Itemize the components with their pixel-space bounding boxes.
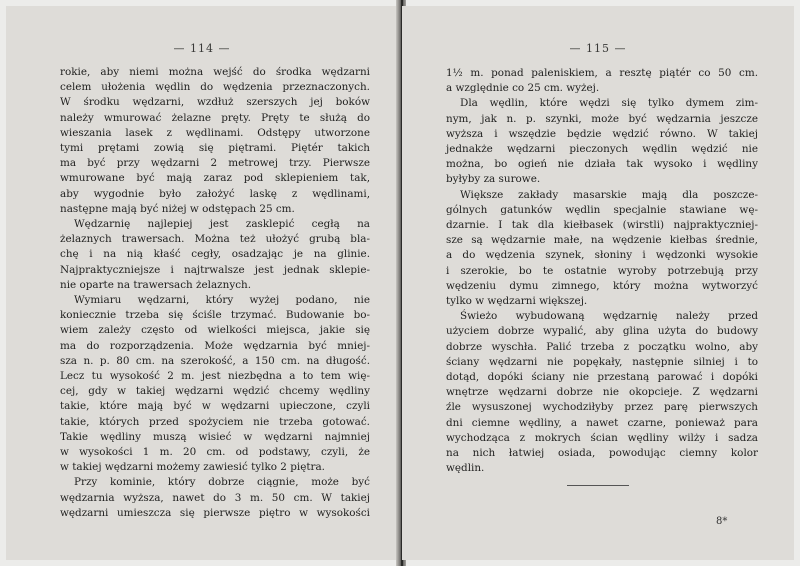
text-line: jednakże wędzarni pieczonych wędlin wędzić nie	[446, 143, 758, 156]
text-line: a do wędzenia szynek, słoniny i wędzonki wysokie	[446, 249, 758, 262]
text-line: 1½ m. ponad paleniskiem, a resztę piątér co 50 cm.	[446, 67, 758, 79]
text-line: użyciem dobrze wypalić, aby glina użyta do budowy	[446, 325, 758, 338]
text-line: Najpraktyczniejsze i najtrwalsze jest jednak sklepie-	[60, 263, 370, 276]
text-line: takie, które mają być w wędzarni upieczone, czyli	[60, 400, 370, 413]
text-line: wnętrze wędzarni dobrze nie okopcieje. Z wędzarni	[446, 386, 758, 399]
text-line: nie oparte na trawersach żelaznych.	[60, 278, 252, 291]
text-line: w takiej wędzarni możemy zawiesić tylko 2 piętra.	[60, 461, 325, 474]
text-line: na nich łatwiej osiada, powodując ciemny kolor	[446, 447, 758, 460]
text-line: byłyby za surowe.	[446, 173, 541, 186]
text-line: Lecz tu wysokość 2 m. jest niezbędna a to tem wię-	[60, 370, 370, 383]
text-line: w wysokości 1 m. 20 cm. od podstawy, czyli, że	[60, 446, 370, 459]
text-line: Takie wędliny muszą wisieć w wędzarni najmniej	[60, 430, 370, 443]
text-line: wędzeniu dymu zimnego, który można wytworzyć	[446, 279, 758, 292]
text-line: można, bo ogień nie działa tak wysoko i wędliny	[446, 158, 758, 171]
text-line: ma do rozporządzenia. Może wędzarnia być mniej-	[60, 339, 370, 352]
text-line: a względnie co 25 cm. wyżej.	[446, 82, 600, 95]
text-line: wędzarni umieszcza się pierwsze piętro w wysokości	[60, 506, 370, 519]
text-line: należy wmurować żelazne pręty. Pręty te służą do	[60, 111, 370, 124]
left-page	[6, 6, 398, 560]
text-line: dzarnie. I tak dla kiełbasek (wirstli) najpraktyczniej-	[446, 219, 758, 232]
text-line: sza n. p. 80 cm. na szerokość, a 150 cm. na długość.	[60, 354, 370, 367]
text-line: tymi prętami zowią się piętrami. Piętér takich	[60, 142, 370, 155]
text-line: cej, gdy w takiej wędzarni wędzić chcemy wędliny	[60, 385, 370, 398]
right-page-header: — 115 —	[569, 42, 627, 55]
text-line: Większe zakłady masarskie mają dla poszcze-	[460, 188, 758, 201]
text-line: Dla wędlin, które wędzi się tylko dymem zim-	[460, 97, 758, 110]
text-line: W środku wędzarni, wzdłuż szerszych jej boków	[60, 96, 370, 109]
text-line: wmurowane być mają zaraz pod sklepieniem tak,	[60, 172, 370, 185]
text-line: wędzarnia wyższa, nawet do 3 m. 50 cm. W takiej	[60, 491, 370, 504]
text-line: takie, których przed spożyciem nie trzeba gotować.	[60, 415, 370, 428]
text-line: chę i na nią kłaść cegły, osadzając je na glinie.	[60, 248, 370, 261]
text-line: aby wygodnie było założyć laskę z wędlinami,	[60, 187, 370, 200]
signature-mark: 8*	[716, 516, 728, 527]
text-line: dotąd, dopóki ściany nie przestaną parować i dopóki	[446, 371, 758, 384]
end-rule	[567, 485, 629, 486]
text-line: Świeżo wybudowaną wędzarnię należy przed	[460, 310, 758, 323]
text-line: wieszania lasek z wędlinami. Odstępy utworzone	[60, 126, 370, 139]
text-line: nym, jak n. p. szynki, może być wędzarnia jeszcze	[446, 112, 758, 125]
text-line: rokie, aby niemi można wejść do środka wędzarni	[60, 66, 370, 78]
text-line: ściany wędzarni nie popękały, następnie silniej i to	[446, 355, 758, 368]
left-page-body	[60, 65, 370, 521]
text-line: koniecznie trzeba się ściśle trzymać. Budowanie bo-	[60, 309, 370, 322]
text-line: ma być przy wędzarni 2 metrowej trzy. Pierwsze	[60, 157, 370, 170]
text-line: dni ciemne wędliny, a nawet czarne, ponieważ para	[446, 416, 758, 429]
right-page	[402, 6, 794, 560]
text-line: tylko w wędzarni większej.	[446, 295, 588, 308]
left-page-header: — 114 —	[173, 42, 231, 55]
text-line: źle wysuszonej wychodziłyby przez parę pierwszych	[446, 401, 758, 414]
text-line: następne mają być niżej w odstępach 25 cm.	[60, 202, 295, 215]
text-line: celem ułożenia wędlin do wędzenia przeznaczonych.	[60, 81, 370, 94]
text-line: i szerokie, bo te ostatnie wyroby potrzebują przy	[446, 264, 758, 277]
text-line: Wędzarnię najlepiej jest zasklepić cegłą na	[74, 218, 370, 231]
text-line: wędlin.	[446, 462, 485, 475]
text-line: wyższa i wszędzie będzie wędzić równo. W takiej	[446, 127, 758, 140]
text-line: gólnych gatunków wędlin specjalnie stawiane wę-	[446, 203, 758, 216]
text-line: dobrze wyschła. Palić trzeba z początku wolno, aby	[446, 340, 758, 353]
text-line: Przy kominie, który dobrze ciągnie, może być	[74, 476, 370, 489]
text-line: wychodząca z mokrych ścian wędliny wilży i sadza	[446, 431, 758, 444]
text-line: żelaznych trawersach. Można też ułożyć grubą bla-	[60, 233, 370, 246]
text-line: Wymiaru wędzarni, który wyżej podano, nie	[74, 294, 370, 307]
text-line: wiem zależy często od wielkości miejsca, jakie się	[60, 324, 370, 337]
text-line: sze są wędzarnie małe, na wędzenie kiełbas średnie,	[446, 234, 758, 247]
right-page-body	[446, 66, 758, 476]
